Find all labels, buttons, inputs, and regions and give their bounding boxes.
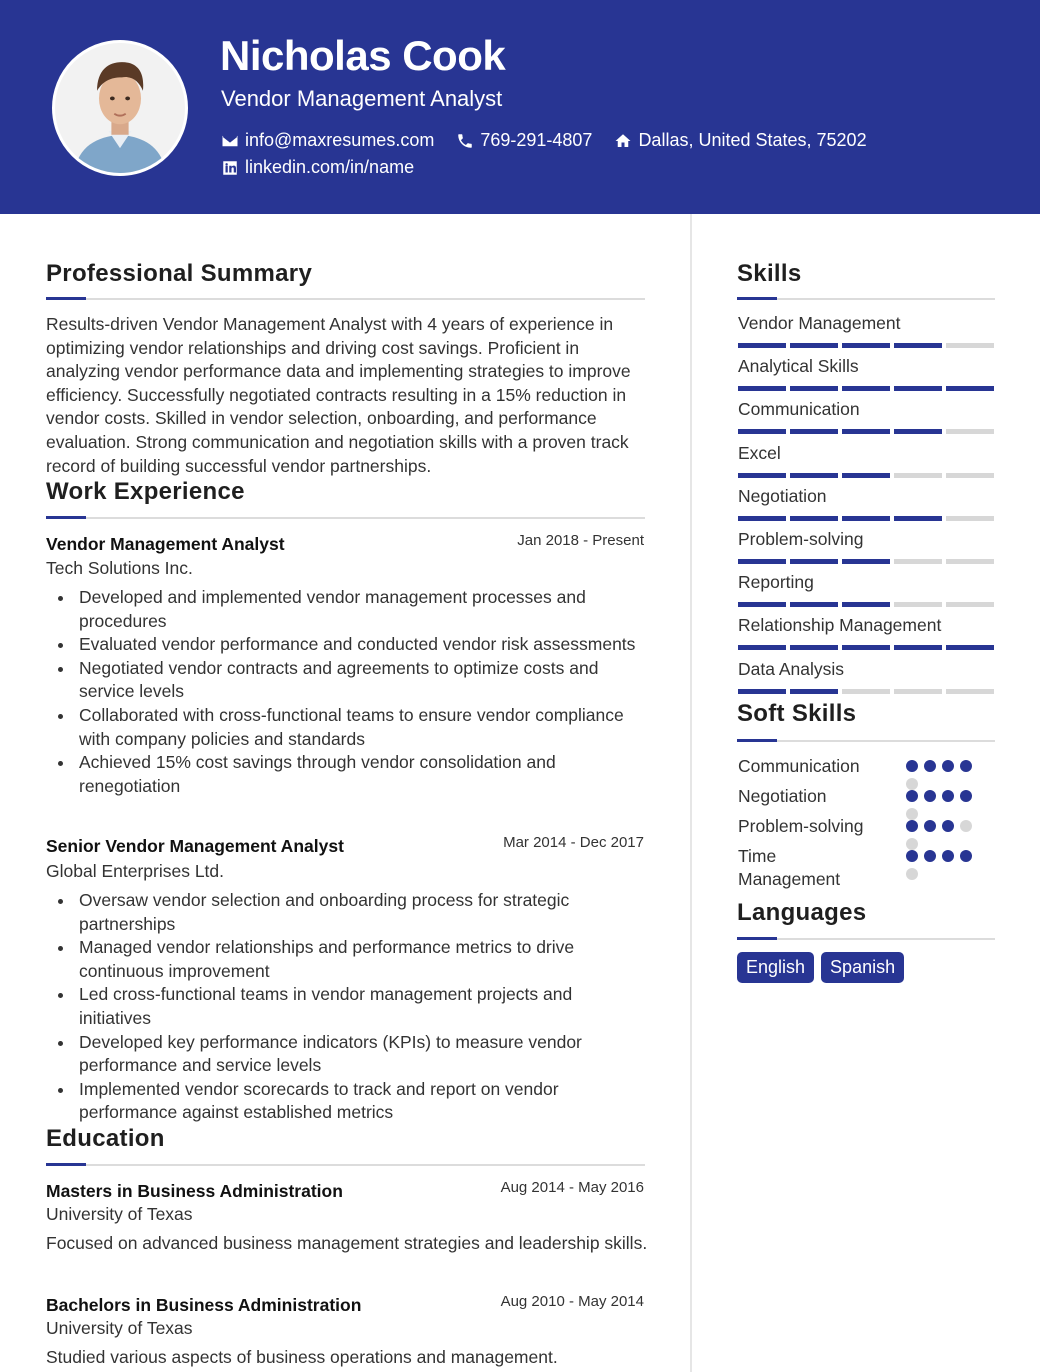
skill-level-bar bbox=[738, 559, 998, 564]
skill-name: Vendor Management bbox=[738, 313, 901, 333]
skill-level-segment bbox=[946, 473, 994, 478]
list-item: Evaluated vendor performance and conducted vendor risk assessments bbox=[46, 633, 648, 657]
home-icon bbox=[614, 132, 632, 150]
rating-dot bbox=[942, 850, 954, 862]
soft-skill-name: Time Management bbox=[738, 846, 841, 889]
list-item: Developed and implemented vendor management processes and procedures bbox=[46, 586, 648, 633]
degree-title: Masters in Business Administration bbox=[46, 1181, 343, 1201]
job-company: Global Enterprises Ltd. bbox=[46, 861, 225, 881]
skill-level-segment bbox=[946, 516, 994, 521]
candidate-name: Nicholas Cook bbox=[220, 32, 506, 79]
skill-level-segment bbox=[842, 602, 890, 607]
job-title: Vendor Management Analyst bbox=[46, 534, 285, 554]
skill-level-segment bbox=[738, 473, 786, 478]
skill-level-segment bbox=[790, 689, 838, 694]
rating-dot bbox=[924, 850, 936, 862]
section-accent bbox=[46, 1163, 86, 1166]
soft-skills-heading: Soft Skills bbox=[737, 700, 857, 727]
skill-level-bar bbox=[738, 473, 998, 478]
skill-level-segment bbox=[894, 516, 942, 521]
skill-level-segment bbox=[842, 473, 890, 478]
skill-level-segment bbox=[790, 602, 838, 607]
skill-level-segment bbox=[738, 559, 786, 564]
phone-icon bbox=[456, 132, 474, 150]
list-item: Implemented vendor scorecards to track and report on vendor performance against established metrics bbox=[46, 1078, 648, 1125]
summary-heading: Professional Summary bbox=[46, 260, 313, 287]
soft-skill-name: Negotiation bbox=[738, 786, 827, 806]
skill-level-segment bbox=[842, 645, 890, 650]
skill-level-segment bbox=[842, 516, 890, 521]
skill-level-segment bbox=[738, 343, 786, 348]
skill-level-bar bbox=[738, 343, 998, 348]
skill-level-segment bbox=[894, 473, 942, 478]
skill-level-segment bbox=[946, 602, 994, 607]
skill-name: Excel bbox=[738, 442, 781, 463]
phone-text: 769-291-4807 bbox=[480, 130, 593, 150]
skill-level-segment bbox=[894, 429, 942, 434]
skill-level-segment bbox=[790, 386, 838, 391]
rating-dot bbox=[906, 850, 918, 862]
list-item: Oversaw vendor selection and onboarding process for strategic partnerships bbox=[46, 889, 648, 936]
list-item: Led cross-functional teams in vendor management projects and initiatives bbox=[46, 983, 648, 1030]
list-item: Negotiated vendor contracts and agreements to optimize costs and service levels bbox=[46, 657, 648, 704]
rating-dot bbox=[924, 820, 936, 832]
skill-name: Communication bbox=[738, 399, 860, 420]
candidate-title: Vendor Management Analyst bbox=[221, 86, 503, 111]
soft-skill-name: Problem-solving bbox=[738, 816, 864, 836]
skill-level-segment bbox=[842, 559, 890, 564]
rating-dot bbox=[960, 820, 972, 832]
contact-row bbox=[221, 130, 889, 151]
skill-level-segment bbox=[738, 386, 786, 391]
skill-level-segment bbox=[946, 645, 994, 650]
skill-level-segment bbox=[894, 559, 942, 564]
contact-email[interactable] bbox=[221, 130, 434, 151]
skill-level-segment bbox=[894, 386, 942, 391]
school-name: University of Texas bbox=[46, 1318, 193, 1338]
profile-photo bbox=[52, 40, 188, 176]
skill-level-segment bbox=[894, 343, 942, 348]
list-item: Collaborated with cross-functional teams to ensure vendor compliance with company policies and standards bbox=[46, 704, 648, 751]
linkedin-icon bbox=[221, 159, 239, 177]
skill-level-segment bbox=[738, 516, 786, 521]
skill-level-segment bbox=[894, 689, 942, 694]
section-accent bbox=[737, 297, 777, 300]
rating-dot bbox=[960, 790, 972, 802]
school-name: University of Texas bbox=[46, 1204, 193, 1224]
rating-dot bbox=[942, 820, 954, 832]
list-item: Achieved 15% cost savings through vendor consolidation and renegotiation bbox=[46, 751, 648, 798]
summary-text: Results-driven Vendor Management Analyst with 4 years of experience in optimizing vendor relationships and driving cost savings. Proficient in analyzing vendor performance data and implementing strategies to improve efficiency. Successfully negotiated contracts resulting in a 15% reduction in vendor costs. Skilled in vendor selection, onboarding, and performance evaluation. Strong communication and negotiation skills with a proven track record of building successful vendor partnerships. bbox=[46, 314, 631, 476]
linkedin-text: linkedin.com/in/name bbox=[245, 157, 415, 177]
list-item: Managed vendor relationships and performance metrics to drive continuous improvement bbox=[46, 936, 648, 983]
skill-level-segment bbox=[842, 343, 890, 348]
skill-name: Analytical Skills bbox=[738, 356, 859, 377]
rating-dot bbox=[924, 790, 936, 802]
skills-heading: Skills bbox=[737, 260, 802, 287]
job-dates: Jan 2018 - Present bbox=[517, 532, 644, 549]
education-description: Studied various aspects of business operations and management. bbox=[46, 1347, 558, 1367]
skill-level-segment bbox=[738, 689, 786, 694]
skill-level-segment bbox=[946, 429, 994, 434]
section-accent bbox=[737, 937, 777, 940]
skill-level-segment bbox=[790, 516, 838, 521]
degree-title: Bachelors in Business Administration bbox=[46, 1295, 362, 1315]
job-bullets bbox=[46, 889, 648, 1125]
envelope-icon bbox=[221, 132, 239, 150]
email-text: info@maxresumes.com bbox=[245, 130, 435, 150]
skill-level-segment bbox=[842, 429, 890, 434]
skill-level-bar bbox=[738, 516, 998, 521]
portrait-image bbox=[55, 43, 185, 173]
section-rule bbox=[46, 517, 645, 519]
rating-dot bbox=[906, 790, 918, 802]
skill-name: Reporting bbox=[738, 572, 814, 593]
rating-dot bbox=[906, 760, 918, 772]
skill-level-bar bbox=[738, 386, 998, 391]
skill-name: Relationship Management bbox=[738, 615, 942, 636]
rating-dot bbox=[960, 760, 972, 772]
language-tag: Spanish bbox=[821, 952, 904, 983]
contact-row-2 bbox=[221, 157, 436, 178]
skill-level-segment bbox=[790, 645, 838, 650]
job-dates: Mar 2014 - Dec 2017 bbox=[503, 834, 644, 851]
skill-name: Negotiation bbox=[738, 485, 827, 506]
skill-level-segment bbox=[790, 559, 838, 564]
rating-dot bbox=[906, 820, 918, 832]
skill-level-segment bbox=[738, 602, 786, 607]
contact-linkedin[interactable] bbox=[221, 157, 414, 178]
section-accent bbox=[46, 516, 86, 519]
section-rule bbox=[46, 298, 645, 300]
languages-heading: Languages bbox=[737, 899, 867, 926]
skill-level-segment bbox=[946, 343, 994, 348]
location-text: Dallas, United States, 75202 bbox=[638, 130, 867, 150]
skill-level-segment bbox=[842, 689, 890, 694]
rating-dot bbox=[906, 838, 918, 850]
skill-level-bar bbox=[738, 429, 998, 434]
skill-name: Data Analysis bbox=[738, 658, 845, 679]
skill-level-segment bbox=[946, 689, 994, 694]
education-description: Focused on advanced business management strategies and leadership skills. bbox=[46, 1233, 648, 1253]
education-dates: Aug 2014 - May 2016 bbox=[500, 1179, 644, 1196]
skill-level-segment bbox=[790, 343, 838, 348]
education-dates: Aug 2010 - May 2014 bbox=[500, 1293, 644, 1310]
language-tags bbox=[737, 952, 911, 983]
skill-level-segment bbox=[946, 559, 994, 564]
rating-dot bbox=[960, 850, 972, 862]
contact-phone[interactable] bbox=[456, 130, 592, 151]
skill-level-segment bbox=[842, 386, 890, 391]
soft-skill-name: Communication bbox=[738, 756, 860, 776]
skill-level-segment bbox=[946, 386, 994, 391]
column-divider bbox=[690, 214, 692, 1372]
section-accent bbox=[46, 297, 86, 300]
skill-level-segment bbox=[790, 473, 838, 478]
job-company: Tech Solutions Inc. bbox=[46, 558, 193, 578]
language-tag: English bbox=[737, 952, 814, 983]
section-accent bbox=[737, 739, 777, 742]
list-item: Developed key performance indicators (KPIs) to measure vendor performance and service levels bbox=[46, 1031, 648, 1078]
skill-name: Problem-solving bbox=[738, 529, 864, 549]
job-bullets bbox=[46, 586, 648, 798]
experience-heading: Work Experience bbox=[46, 478, 245, 505]
contact-location bbox=[614, 130, 866, 151]
skill-level-segment bbox=[738, 645, 786, 650]
skill-level-bar bbox=[738, 602, 998, 607]
skill-level-segment bbox=[738, 429, 786, 434]
skill-level-segment bbox=[790, 429, 838, 434]
skill-level-segment bbox=[894, 645, 942, 650]
resume-header bbox=[0, 0, 1040, 214]
skill-level-bar bbox=[738, 689, 998, 694]
rating-dot bbox=[924, 760, 936, 772]
section-rule bbox=[46, 1164, 645, 1166]
skill-level-segment bbox=[894, 602, 942, 607]
rating-dot bbox=[942, 760, 954, 772]
education-heading: Education bbox=[46, 1125, 165, 1152]
rating-dot bbox=[906, 868, 918, 880]
skill-level-bar bbox=[738, 645, 998, 650]
job-title: Senior Vendor Management Analyst bbox=[46, 836, 344, 856]
rating-dot bbox=[942, 790, 954, 802]
